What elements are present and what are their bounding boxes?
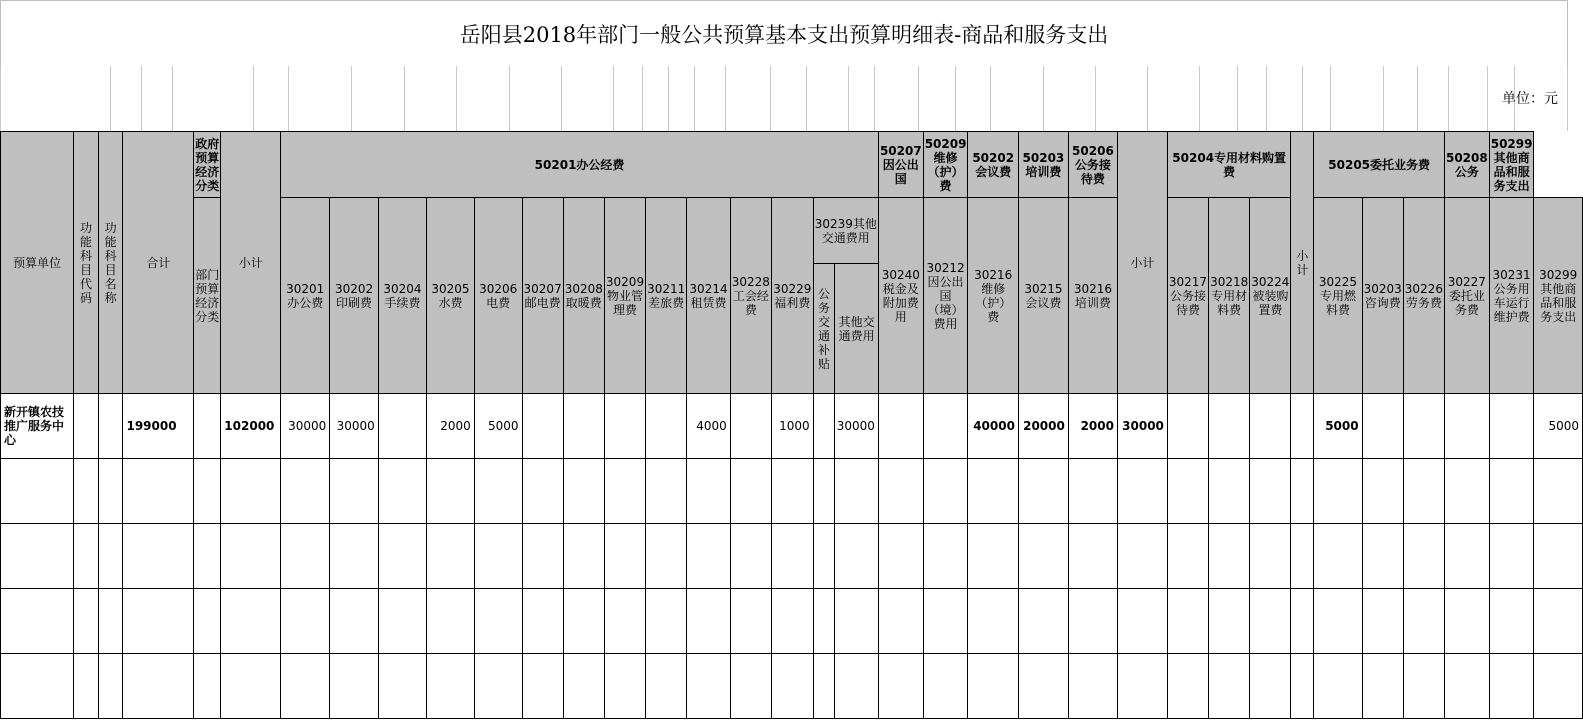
- header-group-50207: 50207因公出国: [878, 132, 923, 198]
- header-30203: 30203咨询费: [1362, 198, 1403, 394]
- header-30229: 30229福利费: [771, 198, 813, 394]
- header-30231: 30231公务用车运行维护费: [1489, 198, 1534, 394]
- header-30208: 30208取暖费: [563, 198, 604, 394]
- header-30239: 30239其他交通费用: [813, 198, 878, 264]
- header-group-50208: 50208公务: [1444, 132, 1489, 198]
- header-group-50209: 50209维修（护）费: [923, 132, 968, 198]
- header-30218: 30218专用材料费: [1209, 198, 1250, 394]
- header-subtotal-3: 小计: [1291, 132, 1314, 394]
- unit-label: 单位：元: [1502, 91, 1558, 107]
- table-row: [1, 589, 1583, 654]
- budget-table: [0, 131, 1583, 719]
- header-30215: 30215会议费: [1018, 198, 1068, 394]
- header-30239-other: 其他交通费用: [835, 264, 879, 394]
- header-group-50201: 50201办公经费: [281, 132, 879, 198]
- cell-30202: 30000: [330, 394, 379, 459]
- header-group-50204: 50204专用材料购置费: [1167, 132, 1291, 198]
- header-group-50299: 50299其他商品和服务支出: [1489, 132, 1534, 198]
- header-total: 合计: [123, 132, 194, 394]
- cell-30299: 5000: [1534, 394, 1583, 459]
- header-gov-econ: 政府预算经济分类: [194, 132, 221, 198]
- header-30202: 30202印刷费: [330, 198, 379, 394]
- header-30240: 30240税金及附加费用: [878, 198, 923, 394]
- header-30204: 30204手续费: [378, 198, 426, 394]
- header-30217: 30217公务接待费: [1167, 198, 1208, 394]
- header-30207: 30207邮电费: [522, 198, 563, 394]
- table-row: [1, 654, 1583, 719]
- header-30224: 30224被装购置费: [1250, 198, 1291, 394]
- table-row: [1, 459, 1583, 524]
- header-func-code: 功能科目代码: [74, 132, 99, 394]
- cell-30217: 30000: [1117, 394, 1167, 459]
- cell-30206: 5000: [474, 394, 522, 459]
- cell-30201: 30000: [281, 394, 330, 459]
- header-30225: 30225专用燃料费: [1314, 198, 1362, 394]
- cell-subtotal-1: 102000: [221, 394, 281, 459]
- header-30216-repair: 30216维修（护）费: [968, 198, 1019, 394]
- cell-total: 199000: [123, 394, 194, 459]
- cell-30215: 20000: [1018, 394, 1068, 459]
- header-30212: 30212因公出国（境）费用: [923, 198, 968, 394]
- cell-subtotal-3: 5000: [1314, 394, 1362, 459]
- table-row: [1, 394, 1583, 459]
- unit-row: [0, 66, 1568, 131]
- header-unit: 预算单位: [1, 132, 74, 394]
- header-30214: 30214租赁费: [687, 198, 730, 394]
- header-30228: 30228工会经费: [730, 198, 771, 394]
- cell-30205: 2000: [427, 394, 475, 459]
- header-30209: 30209物业管理费: [604, 198, 645, 394]
- header-30201: 30201办公费: [281, 198, 330, 394]
- header-group-50203: 50203培训费: [1018, 132, 1068, 198]
- cell-30214: 4000: [687, 394, 730, 459]
- header-subtotal-2: 小计: [1117, 132, 1167, 394]
- header-30299: 30299其他商品和服务支出: [1534, 198, 1583, 394]
- header-group-50202: 50202会议费: [968, 132, 1019, 198]
- header-30205: 30205水费: [427, 198, 475, 394]
- header-subtotal-1: 小计: [221, 132, 281, 394]
- header-30226: 30226劳务费: [1403, 198, 1444, 394]
- cell-unit: 新开镇农技推广服务中心: [1, 394, 74, 459]
- header-group-50206: 50206公务接待费: [1068, 132, 1117, 198]
- cell-30229: 1000: [771, 394, 813, 459]
- header-30239-subsidy: 公务交通补贴: [813, 264, 835, 394]
- header-30216-training: 30216培训费: [1068, 198, 1117, 394]
- cell-30216-repair: 40000: [968, 394, 1019, 459]
- header-group-50205: 50205委托业务费: [1314, 132, 1445, 198]
- cell-30239-other: 30000: [835, 394, 879, 459]
- header-30211: 30211差旅费: [646, 198, 687, 394]
- cell-30216-training: 2000: [1068, 394, 1117, 459]
- sheet-title: 岳阳县2018年部门一般公共预算基本支出预算明细表-商品和服务支出: [0, 0, 1568, 66]
- header-func-name: 功能科目名称: [98, 132, 123, 394]
- header-30206: 30206电费: [474, 198, 522, 394]
- header-30227: 30227委托业务费: [1444, 198, 1489, 394]
- table-row: [1, 524, 1583, 589]
- header-dept-econ: 部门预算经济分类: [194, 198, 221, 394]
